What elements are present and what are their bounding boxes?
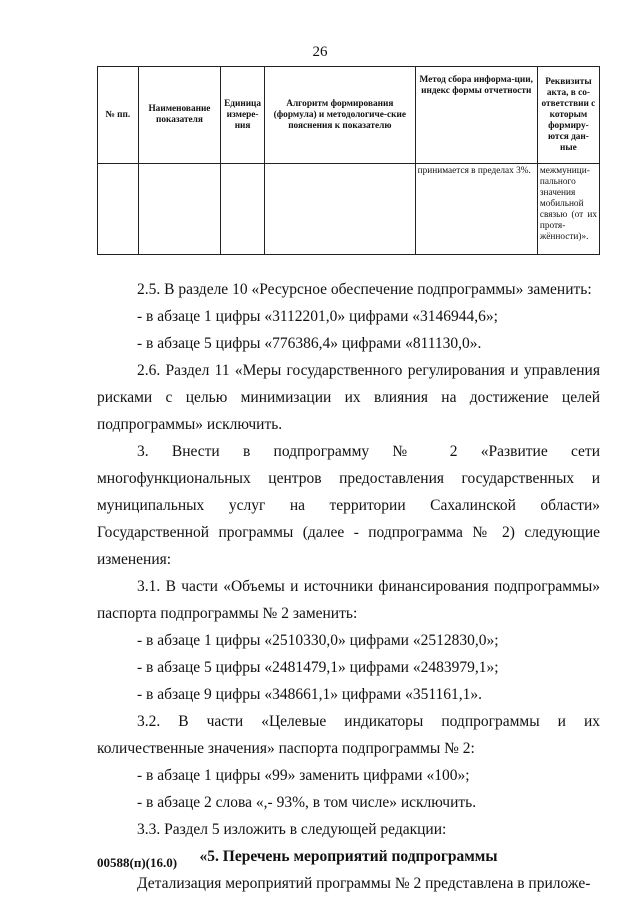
cell-indicator-name xyxy=(138,164,220,255)
paragraph-3-2-item-1: - в абзаце 1 цифры «99» заменить цифрами «100»; xyxy=(137,767,470,784)
document-body xyxy=(97,276,600,897)
paragraph-2-5-item-1: - в абзаце 1 цифры «3112201,0» цифрами «3146944,6»; xyxy=(137,308,498,325)
paragraph-3-1: 3.1. В части «Объемы и источники финансирования подпрограммы» паспорта подпрограммы № 2 заменить: xyxy=(97,578,600,622)
header-collection-method: Метод сбора информа-ции, индекс формы отчетности xyxy=(415,67,537,164)
document-code: 00588(п)(16.0) xyxy=(97,855,178,870)
header-algorithm: Алгоритм формирования (формула) и методологиче-ские пояснения к показателю xyxy=(264,67,415,164)
paragraph-2-5-item-2: - в абзаце 5 цифры «776386,4» цифрами «811130,0». xyxy=(137,335,482,352)
paragraph-3-1-item-3: - в абзаце 9 цифры «348661,1» цифрами «351161,1». xyxy=(137,686,483,703)
cell-collection-method: принимается в пределах 3%. xyxy=(415,164,537,255)
paragraph-3-2: 3.2. В части «Целевые индикаторы подпрограммы и их количественные значения» паспорта подпрограммы № 2: xyxy=(97,713,600,757)
header-indicator-name: Наименование показателя xyxy=(138,67,220,164)
indicators-table xyxy=(97,66,600,255)
paragraph-3: 3. Внести в подпрограмму № 2 «Развитие сети многофункциональных центров предоставления государственных и муниципальных услуг на территории Сахалинской области» Государственной программы (далее - подпрограмма № 2) следующие изменения: xyxy=(97,443,600,568)
paragraph-section-5-intro: Детализация мероприятий программы № 2 представлена в приложе- xyxy=(137,875,591,892)
page-number: 26 xyxy=(312,44,328,60)
section-5-title: «5. Перечень мероприятий подпрограммы xyxy=(199,848,498,865)
table-row xyxy=(98,164,600,255)
paragraph-3-2-item-2: - в абзаце 2 слова «,- 93%, в том числе» исключить. xyxy=(137,794,477,811)
cell-number xyxy=(98,164,139,255)
paragraph-3-3: 3.3. Раздел 5 изложить в следующей редакции: xyxy=(137,821,447,838)
paragraph-3-1-item-1: - в абзаце 1 цифры «2510330,0» цифрами «2512830,0»; xyxy=(137,632,499,649)
header-act-requisites: Реквизиты акта, в со-ответствии с которым формиру-ются дан-ные xyxy=(537,67,599,164)
paragraph-2-5: 2.5. В разделе 10 «Ресурсное обеспечение подпрограммы» заменить: xyxy=(137,281,592,298)
cell-algorithm xyxy=(264,164,415,255)
paragraph-3-1-item-2: - в абзаце 5 цифры «2481479,1» цифрами «2483979,1»; xyxy=(137,659,499,676)
header-number: № пп. xyxy=(98,67,139,164)
cell-act-requisites: межмуници-пального значения мобильной связью (от их протя-жённости)». xyxy=(537,164,599,255)
cell-unit xyxy=(221,164,265,255)
header-unit: Единица измере-ния xyxy=(221,67,265,164)
table-header-row xyxy=(98,67,600,164)
paragraph-2-6: 2.6. Раздел 11 «Меры государственного регулирования и управления рисками с целью минимизации их влияния на достижение целей подпрограммы» исключить. xyxy=(97,362,600,433)
